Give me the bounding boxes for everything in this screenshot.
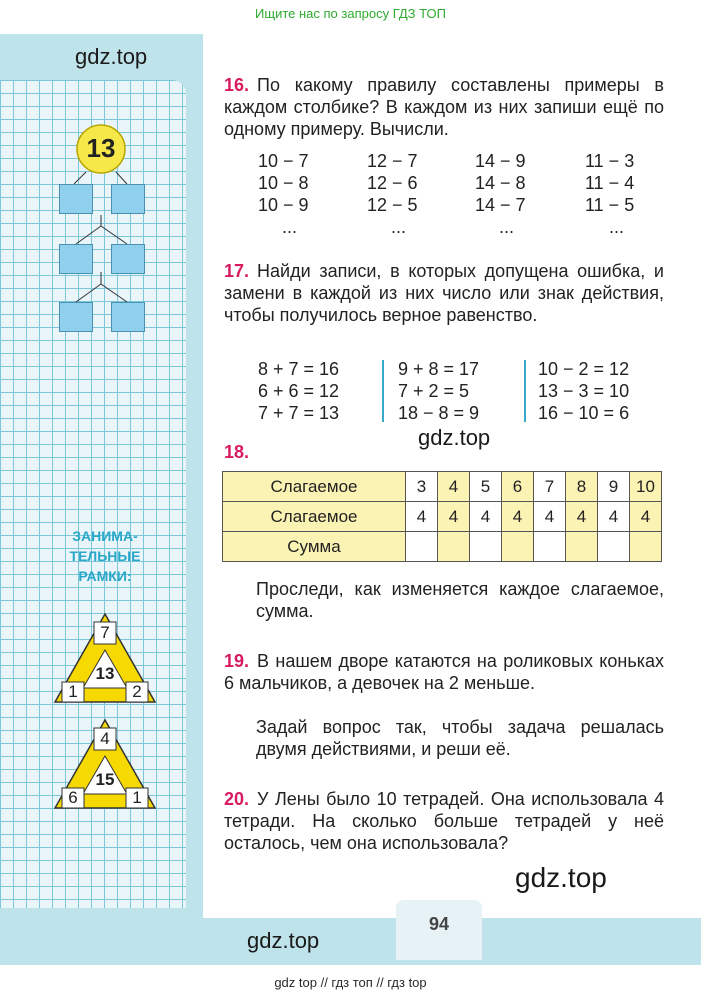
table-cell: 4 <box>438 472 470 502</box>
task-19-question: Задай вопрос так, чтобы задача решалась двумя действиями, и реши её. <box>256 717 664 759</box>
example: 11 − 5 <box>585 195 635 215</box>
tree-box <box>111 302 145 332</box>
table-cell: 7 <box>534 472 566 502</box>
task-17 <box>224 260 664 326</box>
column-divider <box>382 360 384 422</box>
table-cell: 4 <box>502 502 534 532</box>
example: 14 − 9 <box>475 151 526 171</box>
example-column <box>367 150 467 238</box>
table-cell: 4 <box>598 502 630 532</box>
equality-column <box>538 358 668 424</box>
triangle-top-number: 7 <box>100 623 110 642</box>
addition-table <box>222 471 662 562</box>
example: 10 − 7 <box>258 151 309 171</box>
task-number: 18. <box>224 442 250 462</box>
example: 12 − 5 <box>367 195 418 215</box>
task-16 <box>224 74 664 140</box>
row-label: Слагаемое <box>223 472 406 502</box>
table-cell <box>630 532 662 562</box>
equality: 9 + 8 = 17 <box>398 359 480 379</box>
table-row <box>223 472 662 502</box>
watermark: gdz.top <box>515 862 607 893</box>
watermark: gdz.top <box>418 425 491 450</box>
task-text: По какому правилу составлены примеры в каждом столбике? В каждом из них запиши ещё по одному примеру. Вычисли. <box>224 75 664 139</box>
table-cell <box>534 532 566 562</box>
equality: 7 + 7 = 13 <box>258 403 340 423</box>
tree-lines <box>0 0 190 360</box>
table-cell: 6 <box>502 472 534 502</box>
magic-triangle-2 <box>50 716 160 812</box>
column-divider <box>524 360 526 422</box>
example: 11 − 3 <box>585 151 635 171</box>
equality: 10 − 2 = 12 <box>538 359 630 379</box>
equality: 6 + 6 = 12 <box>258 381 340 401</box>
watermark: gdz.top <box>75 44 148 69</box>
example: 14 − 8 <box>475 173 526 193</box>
table-cell: 4 <box>566 502 598 532</box>
task-number: 16. <box>224 75 250 95</box>
task-text: В нашем дворе катаются на роликовых коньках 6 мальчиков, а девочек на 2 меньше. <box>224 651 664 693</box>
table-cell: 4 <box>406 502 438 532</box>
frames-title-line: РАМКИ: <box>78 568 132 584</box>
equality: 7 + 2 = 5 <box>398 381 470 401</box>
row-label: Сумма <box>223 532 406 562</box>
header-banner: Ищите нас по запросу ГДЗ ТОП <box>255 6 446 21</box>
table-cell: 4 <box>438 502 470 532</box>
table-cell: 8 <box>566 472 598 502</box>
task-19 <box>224 650 664 694</box>
task-text: У Лены было 10 тетрадей. Она использовала 4 тетради. На сколько больше тетрадей у неё осталось, чем она использовала? <box>224 789 664 853</box>
example-column <box>585 150 675 238</box>
table-cell <box>566 532 598 562</box>
example-column <box>258 150 358 238</box>
watermark: gdz.top <box>247 928 320 953</box>
footer-banner: gdz top // гдз топ // гдз top <box>274 975 427 990</box>
page-number: 94 <box>428 914 450 934</box>
example: ... <box>391 217 407 237</box>
frames-title-line: ТЕЛЬНЫЕ <box>69 548 141 564</box>
example: ... <box>609 217 625 237</box>
table-cell <box>438 532 470 562</box>
equality: 16 − 10 = 6 <box>538 403 630 423</box>
tree-box <box>59 302 93 332</box>
tree-box <box>59 244 93 274</box>
number-tree-diagram <box>0 0 190 360</box>
tree-box <box>111 244 145 274</box>
table-cell <box>406 532 438 562</box>
table-row <box>223 502 662 532</box>
magic-triangle-1 <box>50 610 160 706</box>
example: 11 − 4 <box>585 173 635 193</box>
table-cell <box>470 532 502 562</box>
equality: 8 + 7 = 16 <box>258 359 340 379</box>
tree-box <box>59 184 93 214</box>
example: 12 − 7 <box>367 151 418 171</box>
task-text: Найди записи, в которых допущена ошибка, и замени в каждой из них число или знак действия, чтобы получилось верное равенство. <box>224 261 664 325</box>
triangle-top-number: 4 <box>100 729 110 748</box>
table-cell: 5 <box>470 472 502 502</box>
task-18-text: Проследи, как изменяется каждое слагаемое, сумма. <box>256 579 664 621</box>
triangle-left-number: 6 <box>68 788 78 807</box>
table-cell: 4 <box>630 502 662 532</box>
example: ... <box>499 217 515 237</box>
equality-column <box>398 358 518 424</box>
example-column <box>475 150 575 238</box>
equality: 13 − 3 = 10 <box>538 381 630 401</box>
equality-column <box>258 358 376 424</box>
table-cell: 10 <box>630 472 662 502</box>
table-cell: 4 <box>470 502 502 532</box>
triangle-left-number: 1 <box>68 682 78 701</box>
table-cell <box>502 532 534 562</box>
example: 12 − 6 <box>367 173 418 193</box>
example: 10 − 9 <box>258 195 309 215</box>
triangle-center-number: 15 <box>95 770 115 789</box>
task-18-heading <box>224 441 664 463</box>
table-row <box>223 532 662 562</box>
row-label: Слагаемое <box>223 502 406 532</box>
triangle-right-number: 1 <box>132 788 142 807</box>
table-cell: 9 <box>598 472 630 502</box>
example: ... <box>282 217 298 237</box>
task-number: 19. <box>224 651 250 671</box>
task-16-examples <box>258 150 668 240</box>
frames-title <box>50 526 160 586</box>
table-cell: 3 <box>406 472 438 502</box>
example: 10 − 8 <box>258 173 309 193</box>
triangle-right-number: 2 <box>132 682 142 701</box>
tree-top-number: 13 <box>86 133 116 163</box>
table-cell <box>598 532 630 562</box>
task-17-equalities <box>258 358 668 428</box>
task-number: 17. <box>224 261 250 281</box>
table-cell: 4 <box>534 502 566 532</box>
tree-box <box>111 184 145 214</box>
example: 14 − 7 <box>475 195 526 215</box>
frames-title-line: ЗАНИМА- <box>72 528 138 544</box>
equality: 18 − 8 = 9 <box>398 403 480 423</box>
task-20 <box>224 788 664 854</box>
triangle-center-number: 13 <box>95 664 115 683</box>
task-number: 20. <box>224 789 250 809</box>
